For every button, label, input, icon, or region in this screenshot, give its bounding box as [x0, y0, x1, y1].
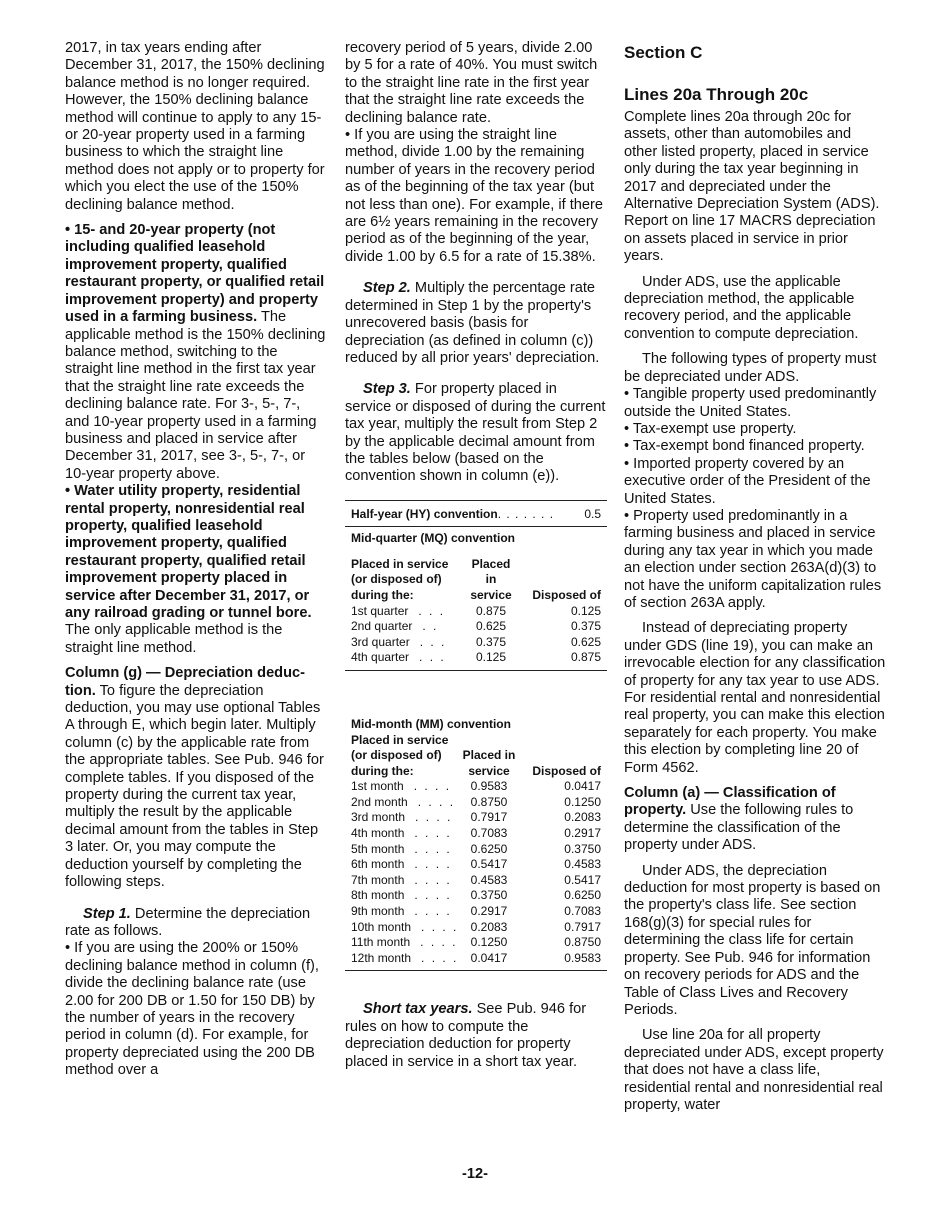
- bullet: • Tax-exempt bond financed property.: [624, 438, 865, 455]
- paragraph: Instead of depreciating property under GDS (line 19), you can make an irrevocable election for any classification of property for any tax year to use ADS. For residential rental and nonresidential real property, you can make this election separately for each property. You make this election by completing line 20 of Form 4562.: [624, 620, 886, 776]
- column-3: [624, 40, 886, 1122]
- bullet: • Property used predominantly in a farming business and placed in service during any tax year in which you made an election under section 263A(d)(3) to not have the uniform capitalization rules of section 263A apply.: [624, 507, 882, 611]
- step-3: Step 3. For property placed in service or disposed of during the current tax year, multiply the result from Step 2 by the applicable decimal amount from the tables below (based on the convention shown in column (e)).: [345, 381, 606, 485]
- half-year-row: Half-year (HY) convention. . . . . . . 0.5: [345, 501, 607, 527]
- mid-quarter-rows: [345, 604, 607, 666]
- bullet: • Tangible property used predominantly outside the United States.: [624, 386, 877, 420]
- paragraph: Complete lines 20a through 20c for assets, other than automobiles and other listed property, placed in service only during the tax year beginning in 2017 and depreciated under the Alternative Depreciation System (ADS). Report on line 17 MACRS depreciation on assets placed in service in prior years.: [624, 109, 880, 265]
- paragraph: recovery period of 5 years, divide 2.00 by 5 for a rate of 40%. You must switch to the straight line rate in the first year that the straight line rate exceeds the declining balance rate.: [345, 40, 598, 126]
- lines-heading: Lines 20a Through 20c: [624, 85, 809, 104]
- paragraph: The following types of property must be depreciated under ADS.: [624, 351, 877, 385]
- bullet-straight-line: • If you are using the straight line method, divide 1.00 by the remaining number of years in the recovery period as of the beginning of the tax year (but not less than one). For example, if there are 6½ years remaining in the recovery period as of the beginning of the year, divide 1.00 by 6.5 for a rate of 15.38%.: [345, 127, 603, 265]
- bullet: • Imported property covered by an executive order of the President of the United States.: [624, 455, 871, 507]
- table-row: 3rd month . . . . 0.7917 0.2083: [351, 810, 601, 825]
- column-a-section: Column (a) — Classification of property. Use the following rules to determine the classification of the property under ADS.: [624, 785, 854, 854]
- table-row: 4th month . . . . 0.7083 0.2917: [351, 826, 601, 841]
- section-heading: Section C: [624, 43, 703, 62]
- page-number: -12-: [462, 1166, 488, 1182]
- table-row: 11th month . . . . 0.1250 0.8750: [351, 935, 601, 950]
- table-row: 1st quarter . . . 0.875 0.125: [351, 603, 601, 618]
- table-row: 10th month . . . . 0.2083 0.7917: [351, 919, 601, 934]
- step-2: Step 2. Multiply the percentage rate determined in Step 1 by the property's unrecovered basis (basis for depreciation (as defined in column (c)) reduced by all prior years' depreciation.: [345, 280, 600, 366]
- bullet: • Tax-exempt use property.: [624, 420, 797, 437]
- paragraph: Use line 20a for all property depreciated under ADS, except property that does not have a class life, residential rental and nonresidential real property, water: [624, 1027, 884, 1113]
- table-row: 12th month . . . . 0.0417 0.9583: [351, 950, 601, 965]
- bullet-water-utility: • Water utility property, residential rental property, nonresidential real property, qualified leasehold improvement property, qualified restaurant property, qualified retail improvement property placed in service after December 31, 2017, or any railroad grading or tunnel bore. The only applicable method is the straight line method.: [65, 483, 312, 656]
- table-row: 8th month . . . . 0.3750 0.6250: [351, 888, 601, 903]
- bullet-15-20-year: • 15- and 20-year property (not including qualified leasehold improvement property, qualified restaurant property, or qualified retail improvement property) and property used in a farming business. The applicable method is the 150% declining balance method, switching to the straight line method in the first tax year that the straight line rate exceeds the declining balance rate. For 3-, 5-, 7-, and 10-year property used in a farming business and placed in service after December 31, 2017, see 3-, 5-, 7-, or 10-year property above.: [65, 222, 326, 482]
- table-row: 3rd quarter . . . 0.375 0.625: [351, 634, 601, 649]
- step-1: Step 1. Determine the depreciation rate as follows.: [65, 905, 311, 939]
- table-row: 1st month . . . . 0.9583 0.0417: [351, 779, 601, 794]
- table-row: 2nd quarter . . 0.625 0.375: [351, 619, 601, 634]
- short-tax-years: Short tax years. See Pub. 946 for rules on how to compute the depreciation deduction for property placed in service in a short tax year.: [345, 1001, 587, 1070]
- table-row: 9th month . . . . 0.2917 0.7083: [351, 904, 601, 919]
- mid-month-rows: [345, 779, 607, 966]
- convention-table-hy-mq: [345, 500, 607, 671]
- paragraph: Under ADS, the depreciation deduction for most property is based on the property's class life. See section 168(g)(3) for special rules for determining the class life for certain property. See Pub. 946 for information on recovery periods for ADS and the Table of Class Lives and Recovery Periods.: [624, 862, 881, 1018]
- column-1: [65, 40, 327, 1088]
- paragraph: 2017, in tax years ending after December 31, 2017, the 150% declining balance method is no longer required. However, the 150% declining balance method will continue to apply to any 15- or 20-year property used in a farming business to which the straight line method does not apply or to property for which you elect the use of the 150% declining balance method.: [65, 40, 325, 213]
- mid-month-table: Mid-month (MM) convention Placed in service (or disposed of) during the: Placed in service Disposed of 1st month . . . . 0.9583 0.0417 2nd month . . . . 0.8750 0.1250 3rd month . . . . 0.7917 0.2083 4th month . . . . 0.7083 0.2917 5th month . . . . 0.6250 0.3750 6th month . . . . 0.5417 0.4583 7th month . . . . 0.4583 0.5417 8th month . . . . 0.3750 0.6250 9th month . . . . 0.2917 0.7083 10th month . . . . 0.2083 0.7917 11th month . . . . 0.1250 0.8750 12th month . . . . 0.0417 0.9583: [345, 717, 607, 967]
- table-row: 4th quarter . . . 0.125 0.875: [351, 650, 601, 665]
- table-row: 7th month . . . . 0.4583 0.5417: [351, 872, 601, 887]
- mid-month-block: [345, 671, 607, 972]
- column-g-section: Column (g) — Depreciation deduc-tion. To figure the depreciation deduction, you may use optional Tables A through E, which begin later. Multiply column (c) by the applicable rate from the appropriate tables. See Pub. 946 for complete tables. If you disposed of the property during the current tax year, multiply the result by the applicable decimal amount from the tables in Step 3 later. Or, you may compute the deduction yourself by completing the following steps.: [65, 665, 324, 891]
- table-row: 5th month . . . . 0.6250 0.3750: [351, 841, 601, 856]
- table-row: 6th month . . . . 0.5417 0.4583: [351, 857, 601, 872]
- column-2: [345, 40, 607, 1079]
- mid-quarter-table: Mid-quarter (MQ) convention Placed in service (or disposed of) during the: Placed in service Disposed of 1st quarter . . . 0.875 0.125 2nd quarter . . 0.625 0.375 3rd quarter . . . 0.375 0.625 4th quarter . . . 0.125 0.875: [345, 531, 607, 666]
- step-1-bullet: • If you are using the 200% or 150% declining balance method in column (f), divide the declining balance rate (use 2.00 for 200 DB or 1.50 for 150 DB) by the number of years in the recovery period in column (d). For example, for property depreciated using the 200 DB method over a: [65, 940, 319, 1079]
- paragraph: Under ADS, use the applicable depreciation method, the applicable recovery period, and the applicable convention to compute depreciation.: [624, 273, 859, 342]
- table-row: 2nd month . . . . 0.8750 0.1250: [351, 794, 601, 809]
